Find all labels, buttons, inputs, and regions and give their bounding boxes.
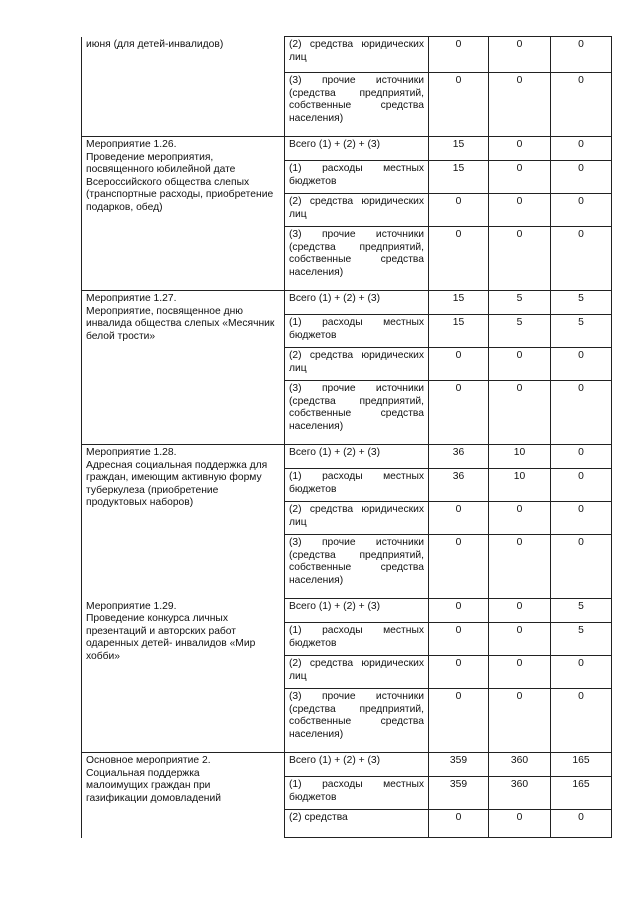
amount-cell-year-2: 0	[489, 73, 551, 137]
amount-cell-year-2: 360	[489, 753, 551, 777]
program-description: Адресная социальная поддержка для граждан, имеющим активную форму туберкулеза (приобретение продуктовых наборов)	[86, 459, 268, 509]
program-cell	[82, 137, 285, 291]
program-description: презентаций и авторских работ	[86, 625, 237, 637]
amount-cell-year-2: 0	[489, 599, 551, 623]
amount-cell-year-3: 0	[551, 137, 612, 161]
amount-cell-year-2: 0	[489, 37, 551, 73]
amount-cell-year-3: 0	[551, 502, 612, 535]
amount-cell-year-3: 0	[551, 810, 612, 838]
funding-source-cell: (2) средства юридических лиц	[285, 348, 429, 381]
program-description: одаренных детей- инвалидов «Мир хобби»	[86, 638, 256, 662]
program-cell	[82, 753, 285, 838]
program-title: Мероприятие 1.27.	[86, 293, 177, 304]
amount-cell-year-1: 0	[429, 37, 489, 73]
program-cell	[82, 291, 285, 445]
program-description: июня (для детей-инвалидов)	[86, 38, 224, 50]
financing-table-body	[82, 37, 612, 838]
amount-cell-year-2: 0	[489, 227, 551, 291]
funding-source-cell: (1) расходы местных бюджетов	[285, 623, 429, 656]
funding-source-cell: Всего (1) + (2) + (3)	[285, 291, 429, 315]
funding-source-cell: (2) средства юридических лиц	[285, 37, 429, 73]
amount-cell-year-1: 0	[429, 502, 489, 535]
funding-source-cell: (2) средства юридических лиц	[285, 656, 429, 689]
amount-cell-year-3: 0	[551, 656, 612, 689]
amount-cell-year-3: 5	[551, 291, 612, 315]
amount-cell-year-1: 0	[429, 599, 489, 623]
program-title: Мероприятие 1.26.	[86, 139, 177, 150]
funding-source-cell: (3) прочие источники (средства предприятий, собственные средства населения)	[285, 73, 429, 137]
funding-source-cell: (3) прочие источники (средства предприятий, собственные средства населения)	[285, 535, 429, 599]
amount-cell-year-1: 15	[429, 161, 489, 194]
funding-source-cell: Всего (1) + (2) + (3)	[285, 599, 429, 623]
amount-cell-year-3: 0	[551, 73, 612, 137]
program-title: Мероприятие 1.28.	[86, 447, 177, 458]
amount-cell-year-3: 0	[551, 535, 612, 599]
table-row	[82, 753, 612, 777]
amount-cell-year-1: 36	[429, 445, 489, 469]
amount-cell-year-2: 0	[489, 137, 551, 161]
amount-cell-year-3: 165	[551, 753, 612, 777]
amount-cell-year-1: 15	[429, 291, 489, 315]
funding-source-cell: (2) средства юридических лиц	[285, 502, 429, 535]
program-title: Мероприятие 1.29.	[86, 600, 177, 612]
amount-cell-year-1: 0	[429, 623, 489, 656]
table-row	[82, 137, 612, 161]
amount-cell-year-2: 0	[489, 656, 551, 689]
funding-source-cell: (1) расходы местных бюджетов	[285, 469, 429, 502]
program-description: Проведение мероприятия, посвященного юбилейной дате Всероссийского общества слепых (транспортные расходы, приобретение подарков, обед)	[86, 151, 274, 213]
amount-cell-year-1: 0	[429, 656, 489, 689]
table-row	[82, 37, 612, 73]
program-description: малоимущих граждан при	[86, 780, 211, 792]
amount-cell-year-2: 5	[489, 315, 551, 348]
amount-cell-year-3: 0	[551, 689, 612, 753]
amount-cell-year-1: 36	[429, 469, 489, 502]
amount-cell-year-2: 0	[489, 348, 551, 381]
program-description: газификации домовладений	[86, 792, 221, 804]
amount-cell-year-3: 0	[551, 161, 612, 194]
amount-cell-year-2: 0	[489, 810, 551, 838]
funding-source-cell: (3) прочие источники (средства предприятий, собственные средства населения)	[285, 689, 429, 753]
financing-table-page	[81, 36, 611, 848]
funding-source-cell: (2) средства	[285, 810, 429, 838]
funding-source-cell: (3) прочие источники (средства предприятий, собственные средства населения)	[285, 381, 429, 445]
program-description: Мероприятие, посвященное дню инвалида общества слепых «Месячник белой трости»	[86, 305, 275, 342]
amount-cell-year-2: 0	[489, 381, 551, 445]
amount-cell-year-2: 0	[489, 502, 551, 535]
amount-cell-year-3: 5	[551, 623, 612, 656]
funding-source-cell: Всего (1) + (2) + (3)	[285, 137, 429, 161]
amount-cell-year-1: 0	[429, 227, 489, 291]
amount-cell-year-3: 165	[551, 777, 612, 810]
amount-cell-year-1: 15	[429, 315, 489, 348]
amount-cell-year-2: 10	[489, 469, 551, 502]
program-description: Социальная поддержка	[86, 767, 200, 779]
table-row	[82, 445, 612, 469]
program-cell	[82, 599, 285, 753]
amount-cell-year-1: 359	[429, 753, 489, 777]
funding-source-cell: (1) расходы местных бюджетов	[285, 777, 429, 810]
table-row	[82, 599, 612, 623]
amount-cell-year-1: 0	[429, 810, 489, 838]
amount-cell-year-1: 0	[429, 689, 489, 753]
amount-cell-year-2: 10	[489, 445, 551, 469]
amount-cell-year-3: 0	[551, 445, 612, 469]
funding-source-cell: (3) прочие источники (средства предприятий, собственные средства населения)	[285, 227, 429, 291]
amount-cell-year-3: 0	[551, 227, 612, 291]
amount-cell-year-2: 0	[489, 689, 551, 753]
financing-table	[81, 36, 612, 838]
amount-cell-year-2: 5	[489, 291, 551, 315]
amount-cell-year-3: 0	[551, 348, 612, 381]
funding-source-cell: (1) расходы местных бюджетов	[285, 161, 429, 194]
amount-cell-year-1: 0	[429, 73, 489, 137]
amount-cell-year-2: 0	[489, 535, 551, 599]
amount-cell-year-2: 0	[489, 161, 551, 194]
amount-cell-year-3: 0	[551, 469, 612, 502]
program-cell	[82, 37, 285, 137]
amount-cell-year-2: 360	[489, 777, 551, 810]
amount-cell-year-1: 0	[429, 194, 489, 227]
amount-cell-year-2: 0	[489, 194, 551, 227]
program-cell	[82, 445, 285, 599]
amount-cell-year-1: 359	[429, 777, 489, 810]
amount-cell-year-3: 5	[551, 315, 612, 348]
amount-cell-year-1: 0	[429, 381, 489, 445]
funding-source-cell: (2) средства юридических лиц	[285, 194, 429, 227]
amount-cell-year-2: 0	[489, 623, 551, 656]
amount-cell-year-1: 0	[429, 348, 489, 381]
amount-cell-year-3: 0	[551, 381, 612, 445]
amount-cell-year-3: 0	[551, 37, 612, 73]
program-title: Основное мероприятие 2.	[86, 755, 211, 766]
amount-cell-year-1: 15	[429, 137, 489, 161]
amount-cell-year-3: 5	[551, 599, 612, 623]
funding-source-cell: Всего (1) + (2) + (3)	[285, 753, 429, 777]
funding-source-cell: Всего (1) + (2) + (3)	[285, 445, 429, 469]
program-description: Проведение конкурса личных	[86, 613, 228, 625]
table-row	[82, 291, 612, 315]
amount-cell-year-1: 0	[429, 535, 489, 599]
funding-source-cell: (1) расходы местных бюджетов	[285, 315, 429, 348]
amount-cell-year-3: 0	[551, 194, 612, 227]
